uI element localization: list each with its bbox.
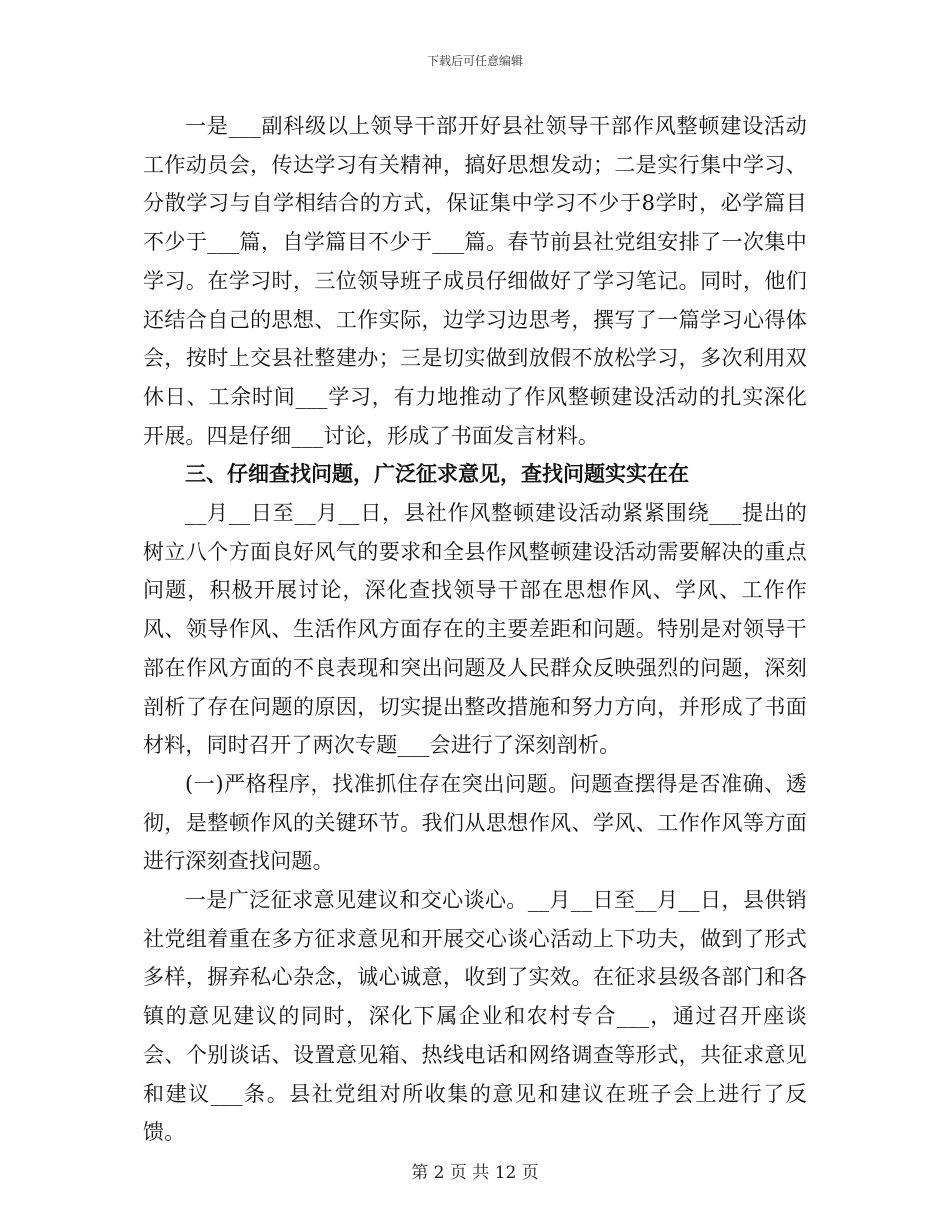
paragraph-find-problems: __月__日至__月__日，县社作风整顿建设活动紧紧围绕___提出的树立八个方面良好风气的要求和全县作风整顿建设活动需要解决的重点问题，积极开展讨论，深化查找领导干部在思想作风、学风、工作作风、领导作风、生活作风方面存在的主要差距和问题。特别是对领导干部在作风方面的不良表现和突出问题及人民群众反映强烈的问题，深刻剖析了存在问题的原因，切实提出整改措施和努力方向，并形成了书面材料，同时召开了两次专题___会进行了深刻剖析。 xyxy=(143,501,807,758)
page-header: 下载后可任意编辑 xyxy=(426,54,523,68)
paragraph-solicit-opinions: 一是广泛征求意见建议和交心谈心。__月__日至__月__日，县供销社党组着重在多方征求意见和开展交心谈心活动上下功夫，做到了形式多样，摒弃私心杂念，诚心诚意，收到了实效。在征求县级各部门和各镇的意见建议的同时，深化下属企业和农村专合___，通过召开座谈会、个别谈话、设置意见箱、热线电话和网络调查等形式，共征求意见和建议___条。县社党组对所收集的意见和建议在班子会上进行了反馈。 xyxy=(143,888,807,1145)
paragraph-strict-procedure: (一)严格程序，找准抓住存在突出问题。问题查摆得是否准确、透彻，是整顿作风的关键环节。我们从思想作风、学风、工作作风等方面进行深刻查找问题。 xyxy=(143,771,807,874)
section-heading-3: 三、仔细查找问题，广泛征求意见，查找问题实实在在 xyxy=(185,461,689,487)
document-body xyxy=(143,107,807,1152)
page-number-footer: 第 2 页 共 12 页 xyxy=(411,1163,539,1183)
paragraph-study-arrangements: 一是___副科级以上领导干部开好县社领导干部作风整顿建设活动工作动员会，传达学习有关精神，搞好思想发动；二是实行集中学习、分散学习与自学相结合的方式，保证集中学习不少于8学时，必学篇目不少于___篇，自学篇目不少于___篇。春节前县社党组安排了一次集中学习。在学习时，三位领导班子成员仔细做好了学习笔记。同时，他们还结合自己的思想、工作实际，边学习边思考，撰写了一篇学习心得体会，按时上交县社整建办；三是切实做到放假不放松学习，多次利用双休日、工余时间___学习，有力地推动了作风整顿建设活动的扎实深化开展。四是仔细___讨论，形成了书面发言材料。 xyxy=(143,114,807,448)
